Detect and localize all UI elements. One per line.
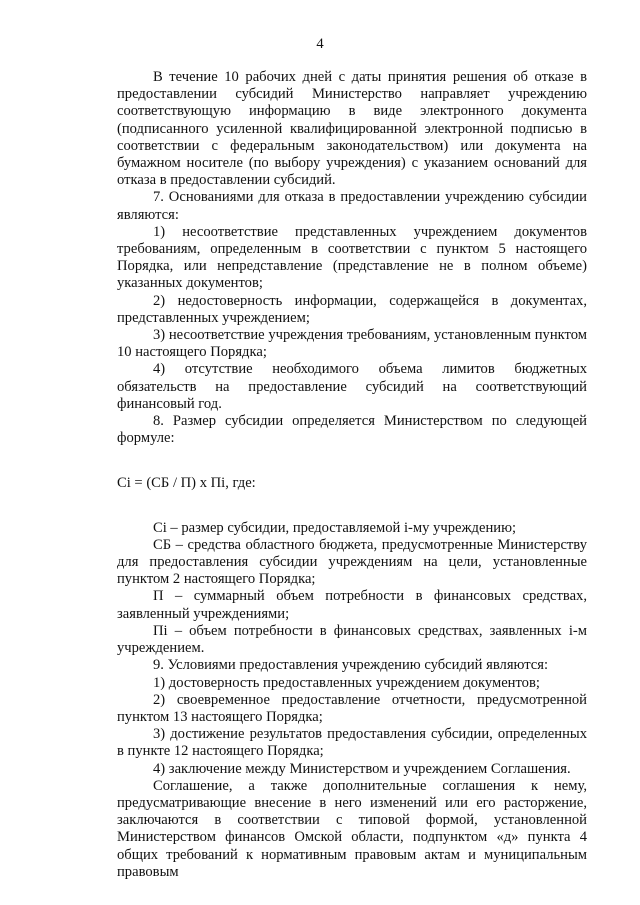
paragraph-clause-9-item-3: 3) достижение результатов предоставления субсидии, определенных в пункте 12 настоящего Порядка; <box>117 726 587 760</box>
paragraph-clause-8: 8. Размер субсидии определяется Министерством по следующей формуле: <box>117 413 587 447</box>
definition-sb: СБ – средства областного бюджета, предусмотренные Министерству для предоставления субсидии учреждениям на цели, установленные пунктом 2 настоящего Порядка; <box>117 536 587 588</box>
paragraph-clause-9-item-4: 4) заключение между Министерством и учреждением Соглашения. <box>153 760 571 777</box>
paragraph-clause-7-item-2: 2) недостоверность информации, содержащейся в документах, представленных учреждением; <box>117 292 587 326</box>
definition-p: П – суммарный объем потребности в финансовых средствах, заявленный учреждениями; <box>117 588 587 622</box>
definition-pi: Пi – объем потребности в финансовых средствах, заявленных i-м учреждением. <box>117 622 587 657</box>
subsidy-formula: Сi = (СБ / П) х Пi, где: <box>117 475 256 492</box>
paragraph-clause-7-item-1: 1) несоответствие представленных учреждением документов требованиям, определенным в соответствии с пунктом 5 настоящего Порядка, или непредставление (представление не в полном объеме) указанных документов; <box>117 223 587 292</box>
paragraph-clause-7-item-4: 4) отсутствие необходимого объема лимитов бюджетных обязательств на предоставление субсидий на соответствующий финансовый год. <box>117 361 587 412</box>
paragraph-clause-7: 7. Основаниями для отказа в предоставлении учреждению субсидии являются: <box>117 189 587 223</box>
paragraph-clause-7-item-3: 3) несоответствие учреждения требованиям, установленным пунктом 10 настоящего Порядка; <box>117 327 587 361</box>
paragraph-clause-9: 9. Условиями предоставления учреждению субсидий являются: <box>153 657 549 674</box>
document-body <box>117 69 587 881</box>
paragraph-clause-9-item-2: 2) своевременное предоставление отчетности, предусмотренной пунктом 13 настоящего Порядка; <box>117 691 587 725</box>
paragraph-refusal-notice: В течение 10 рабочих дней с даты принятия решения об отказе в предоставлении субсидий Министерство направляет учреждению соответствующую информацию в виде электронного документа (подписанного усиленной квалифицированной электронной подписью в соответствии с федеральным законодательством) или документа на бумажном носителе (по выбору учреждения) с указанием оснований для отказа в предоставлении субсидий. <box>117 69 587 189</box>
page-number: 4 <box>316 36 324 52</box>
paragraph-agreement: Соглашение, а также дополнительные соглашения к нему, предусматривающие внесение в него изменений или его расторжение, заключаются в соответствии с типовой формой, установленной Министерством финансов Омской области, подпунктом «д» пункта 4 общих требований к нормативным правовым актам и муниципальным правовым <box>117 777 587 880</box>
paragraph-clause-9-item-1: 1) достоверность предоставленных учреждением документов; <box>153 674 540 691</box>
definition-ci: Сi – размер субсидии, предоставляемой i-му учреждению; <box>153 519 517 536</box>
